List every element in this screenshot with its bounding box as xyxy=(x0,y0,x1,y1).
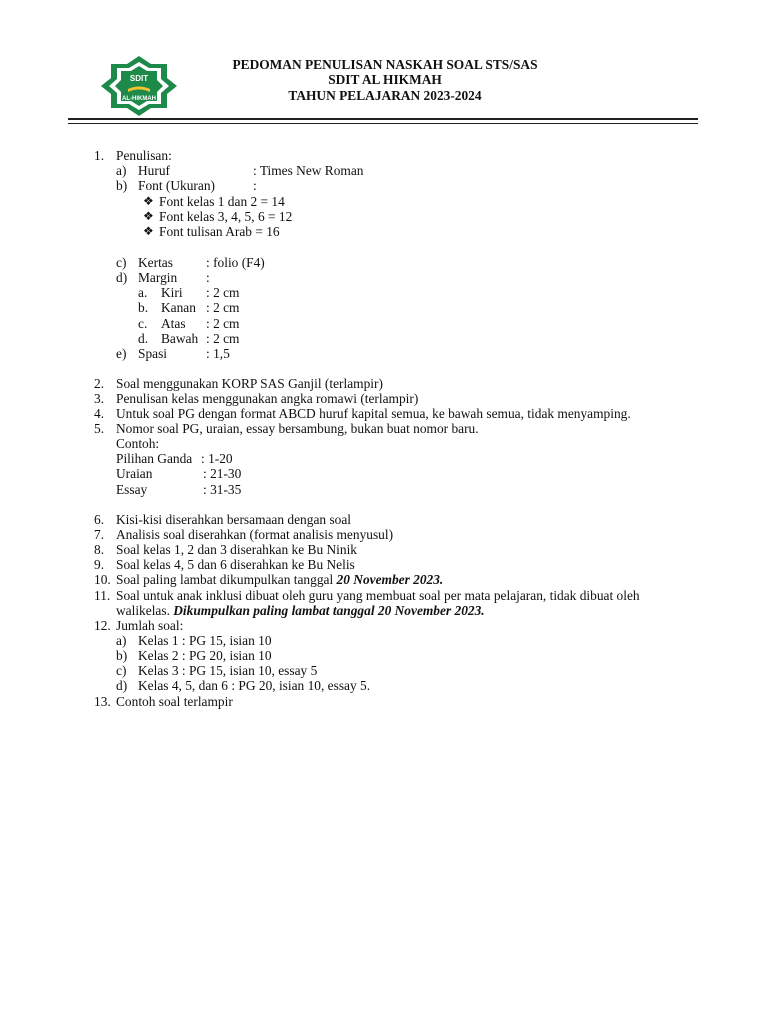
svg-text:AL-HIKMAH: AL-HIKMAH xyxy=(122,96,156,102)
item-number: 7. xyxy=(94,527,105,542)
bullet-icon: ❖ xyxy=(143,194,154,208)
header-rule xyxy=(68,118,698,120)
item-text: Soal untuk anak inklusi dibuat oleh guru yang membuat soal per mata pelajaran, tidak dibuat oleh xyxy=(116,588,640,603)
item-text-cont: walikelas. xyxy=(116,603,174,618)
item-text: Soal kelas 4, 5 dan 6 diserahkan ke Bu Nelis xyxy=(116,557,355,572)
item-number: 4. xyxy=(94,406,105,421)
margin-label: Kiri xyxy=(161,285,183,300)
item-number: 11. xyxy=(94,588,111,603)
sub-mark: e) xyxy=(116,346,127,361)
item-number: 9. xyxy=(94,557,105,572)
bullet-icon: ❖ xyxy=(143,224,154,238)
sub-value: : 1,5 xyxy=(206,346,230,361)
item-number: 2. xyxy=(94,376,105,391)
item-number: 1. xyxy=(94,148,105,163)
item-text: Untuk soal PG dengan format ABCD huruf kapital semua, ke bawah semua, tidak menyamping. xyxy=(116,406,631,421)
margin-value: : 2 cm xyxy=(206,331,240,346)
item-number: 13. xyxy=(94,694,111,709)
range-label: Essay xyxy=(116,482,148,497)
sub-label: Kertas xyxy=(138,255,173,270)
margin-label: Kanan xyxy=(161,300,196,315)
sub-text: Kelas 1 : PG 15, isian 10 xyxy=(138,633,272,648)
sub-text: Kelas 3 : PG 15, isian 10, essay 5 xyxy=(138,663,318,678)
item-text: Analisis soal diserahkan (format analisis menyusul) xyxy=(116,527,394,542)
range-value: : 21-30 xyxy=(203,466,242,481)
margin-label: Atas xyxy=(161,316,186,331)
item-number: 5. xyxy=(94,421,105,436)
sub-label: Font (Ukuran) xyxy=(138,178,215,193)
bullet-text: Font kelas 3, 4, 5, 6 = 12 xyxy=(159,209,293,224)
sub-mark: a) xyxy=(116,633,127,648)
item-text: Penulisan: xyxy=(116,148,172,163)
sub-value: : xyxy=(253,178,257,193)
sub-text: Kelas 2 : PG 20, isian 10 xyxy=(138,648,272,663)
sub-mark: c) xyxy=(116,663,127,678)
sub-mark: d) xyxy=(116,270,128,285)
item-text: Penulisan kelas menggunakan angka romawi (terlampir) xyxy=(116,391,419,406)
example-label: Contoh: xyxy=(116,436,160,451)
sub-value: : folio (F4) xyxy=(206,255,265,270)
item-text: Soal menggunakan KORP SAS Ganjil (terlampir) xyxy=(116,376,383,391)
sub-mark: b) xyxy=(116,648,128,663)
svg-text:SDIT: SDIT xyxy=(129,74,149,83)
sub-mark: a) xyxy=(116,163,127,178)
school-name: SDIT AL HIKMAH xyxy=(328,72,442,87)
sub-label: Spasi xyxy=(138,346,168,361)
sub-mark: d) xyxy=(116,678,128,693)
item-text: Jumlah soal: xyxy=(116,618,184,633)
academic-year: TAHUN PELAJARAN 2023-2024 xyxy=(288,88,482,103)
range-value: : 1-20 xyxy=(201,451,233,466)
item-text: Kisi-kisi diserahkan bersamaan dengan soal xyxy=(116,512,352,527)
sub-value: : Times New Roman xyxy=(253,163,364,178)
range-label: Pilihan Ganda xyxy=(116,451,193,466)
margin-mark: c. xyxy=(138,316,148,331)
item-text: Soal kelas 1, 2 dan 3 diserahkan ke Bu Ninik xyxy=(116,542,357,557)
item-text: Contoh soal terlampir xyxy=(116,694,233,709)
margin-mark: b. xyxy=(138,300,149,315)
margin-mark: a. xyxy=(138,285,148,300)
range-label: Uraian xyxy=(116,466,153,481)
margin-mark: d. xyxy=(138,331,149,346)
item-number: 10. xyxy=(94,572,111,587)
doc-title: PEDOMAN PENULISAN NASKAH SOAL STS/SAS xyxy=(232,57,538,72)
bullet-text: Font kelas 1 dan 2 = 14 xyxy=(159,194,285,209)
item-number: 12. xyxy=(94,618,111,633)
deadline-note: Dikumpulkan paling lambat tanggal 20 November 2023. xyxy=(173,603,485,618)
sub-mark: b) xyxy=(116,178,128,193)
sub-label: Margin xyxy=(138,270,178,285)
bullet-icon: ❖ xyxy=(143,209,154,223)
item-number: 3. xyxy=(94,391,105,406)
bullet-text: Font tulisan Arab = 16 xyxy=(159,224,280,239)
item-number: 8. xyxy=(94,542,105,557)
item-number: 6. xyxy=(94,512,105,527)
margin-value: : 2 cm xyxy=(206,285,240,300)
item-text-line xyxy=(116,603,485,618)
margin-value: : 2 cm xyxy=(206,316,240,331)
sub-mark: c) xyxy=(116,255,127,270)
item-text-line xyxy=(116,572,443,587)
range-value: : 31-35 xyxy=(203,482,242,497)
item-text: Nomor soal PG, uraian, essay bersambung, bukan buat nomor baru. xyxy=(116,421,479,436)
deadline-date: 20 November 2023. xyxy=(336,572,444,587)
item-text: Soal paling lambat dikumpulkan tanggal xyxy=(116,572,337,587)
sub-text: Kelas 4, 5, dan 6 : PG 20, isian 10, essay 5. xyxy=(138,678,371,693)
margin-value: : 2 cm xyxy=(206,300,240,315)
margin-label: Bawah xyxy=(161,331,199,346)
header-rule-thin xyxy=(68,123,698,124)
sub-value: : xyxy=(206,270,210,285)
sub-label: Huruf xyxy=(138,163,170,178)
